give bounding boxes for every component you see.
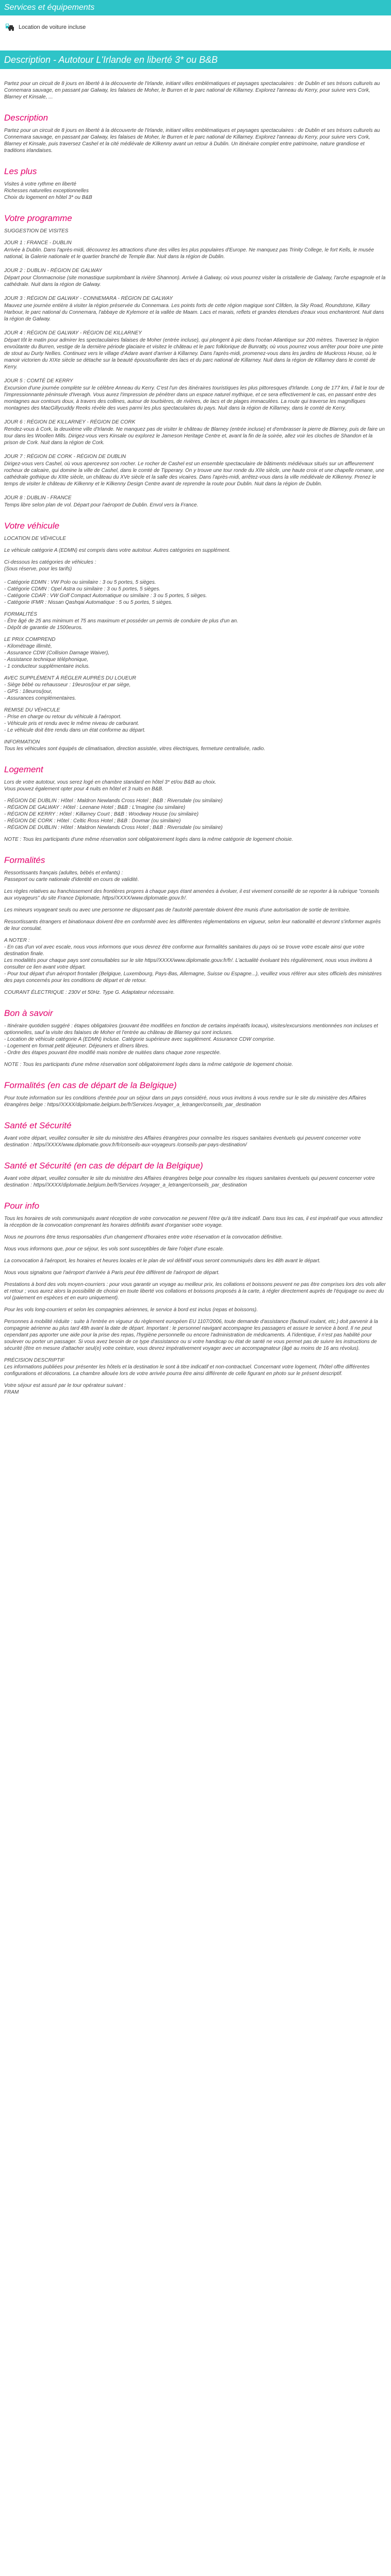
day-block [4,378,387,412]
day-block [4,295,387,323]
formalites-item: - Être âgé de 25 ans minimum et 75 ans maximum et posséder un permis de conduire de plus d'un an. [4,618,238,624]
day-title: JOUR 2 : DUBLIN - RÉGION DE GALWAY [4,268,102,274]
description-title: Description [4,113,48,123]
formalites-note-item: Les modalités pour chaque pays sont consultables sur le site https//XXXX/www.diplomatie.gouv.fr/fr/. L'actualité évoluant très régulièrement, nous vous invitons à consulter ce lien avant votre départ. [4,958,372,970]
description-bar: Description - Autotour L'Irlande en liberté 3* ou B&B [0,50,391,69]
formalites-item: - Dépôt de garantie de 1500euros. [4,625,83,631]
pour-info-p: PRÉCISION DESCRIPTIF [4,1358,65,1363]
pour-info-title: Pour info [4,1201,40,1211]
pour-info-p: Les informations publiées pour présenter les hôtels et la destination le sont à titre indicatif et non-contractuel. Concernant votre logement, l'hôtel offre différentes configurations et décorations. La chambre allouée lors de votre arrivée pourra être ainsi différente de celle figurant en photo sur le présent descriptif. [4,1364,370,1377]
pour-info-p: Personnes à mobilité réduite : suite à l'entrée en vigueur du règlement européen EU 1107/2006, toute demande d'assistance (fauteuil roulant, etc.) doit parvenir à la compagnie aérienne au plus tard 48h avant la date de départ. Important : le personnel navigant accompagne les passagers et assure le service à bord. Il ne peut cependant pas apporter une aide pour la prise des repas, l'hygiène personnelle ou encore l'administration de médicaments. À l'identique, il n'est pas habilité pour soulever ou porter un passager. Si vous avez besoin de ce type d'assistance ou si votre handicap ou état de santé ne vous permet pas de suivre les instructions de sécurité (être en mesure d'attacher seul(e) votre ceinture, vous devrez impérativement voyager avec un accompagnateur (âgé au moins de 16 ans révolus). [4,1319,378,1351]
formalites-p2: Les règles relatives au franchissement des frontières propres à chaque pays étant amenées à évoluer, il est vivement conseillé de se reporter à la rubrique "conseils aux voyageurs" du site France Diplomatie, https//XXXX/www.diplomatie.gouv.fr/. [4,889,380,901]
regler-item: - GPS : 18euros/jour, [4,689,53,694]
formalites-p1b: Passeport ou carte nationale d'identité en cours de validité. [4,877,139,883]
vehicule-p1: Le véhicule catégorie A (EDMN) est compris dans votre autotour. Autres catégories en supplément. [4,548,231,553]
logement-item: - RÉGION DE KERRY : Hôtel : Killarney Court ; B&B : Woodway House (ou similaire) [4,811,199,817]
categories-note: (Sous réserve, pour les tarifs) [4,566,72,572]
day-text: Rendez-vous à Cork, la deuxième ville d'Irlande. Ne manquez pas de visiter le château de Blarney (entrée incluse) et d'embrasser la pierre de Blarney, puis de faire un tour dans les Woollen Mills. Dirigez-vous vers Kinsale ou explorez le Jameson Heritage Centre et, avant la fin de la soirée, allez voir les cloches de Shandon et la prison de Cork. Nuit dans la région de Cork. [4,427,385,446]
bon-savoir-list [4,1023,387,1056]
logement-p1: Lors de votre autotour, vous serez logé en chambre standard en hôtel 3* et/ou B&B au choix. [4,779,217,785]
formalites-note-item: - En cas d'un vol avec escale, nous vous informons que vous devrez être conforme aux formalités sanitaires du pays où se trouve votre escale ainsi que votre destination finale. [4,944,365,957]
pour-info-p: Tous les horaires de vols communiqués avant réception de votre convocation ne peuvent l'être qu'à titre indicatif. Dans tous les cas, il est impératif que vous attendiez la réception de la convocation comprenant les horaires définitifs avant d'organiser votre voyage. [4,1216,383,1228]
logement-p2: Vous pouvez également opter pour 4 nuits en hôtel et 3 nuits en B&B. [4,786,164,792]
day-text: Départ pour Clonmacnoise (site monastique surplombant la rivière Shannon). Arrivée à Galway, où vous pourrez visiter la cristallerie de Galway, l'arche espagnole et la cathédrale. Nuit dans la région de Galway. [4,275,386,287]
sante-be-title: Santé et Sécurité (en cas de départ de la Belgique) [4,1161,203,1171]
vehicule-title: Votre véhicule [4,521,60,531]
day-title: JOUR 4 : RÉGION DE GALWAY - RÉGION DE KILLARNEY [4,330,142,336]
formalites-heading: FORMALITÉS [4,612,37,617]
pour-info-p: Pour les vols long-courriers et selon les compagnies aériennes, le service à bord est inclus (repas et boissons). [4,1307,258,1313]
category-item: - Catégorie IFMR : Nissan Qashqai Automatique : 5 ou 5 portes, 5 sièges. [4,600,173,605]
prix-item: - Kilométrage illimité, [4,643,52,649]
category-item: - Catégorie CDMN : Opel Astra ou similaire : 3 ou 5 portes, 5 sièges. [4,586,161,592]
logement-title: Logement [4,765,43,774]
day-title: JOUR 3 : RÉGION DE GALWAY - CONNEMARA - RÉGION DE GALWAY [4,296,173,301]
day-text: Arrivée à Dublin. Dans l'après-midi, découvrez les attractions d'une des villes les plus populaires d'Europe. Ne manquez pas Trinity College, le fort Kells, le musée national, la Galerie nationale et le quartier branché de Temple Bar. Nuit dans la région de Dublin. [4,247,374,260]
remise-heading: REMISE DU VÉHICULE [4,707,60,713]
logement-item: - RÉGION DE DUBLIN : Hôtel : Maldron Newlands Cross Hotel ; B&B : Riversdale (ou similaire) [4,798,223,804]
formalites-be-text: Pour toute information sur les conditions d'entrée pour un séjour dans un pays considéré, nous vous invitons à vous rendre sur le site du ministère des Affaires étrangères belge : https//XXXX/diplomatie.belgium.be/fr/Services /voyager_a_letranger/conseils_par_destination [4,1095,366,1108]
services-bar: Services et équipements [0,0,391,15]
logement-list [4,798,387,831]
categories-intro: Ci-dessous les catégories de véhicules : [4,560,96,565]
formalites-p5 [4,937,387,984]
vehicule-regler [4,675,387,702]
formalites-p1 [4,870,387,883]
plus-list [4,181,387,201]
vehicule-formalites [4,611,387,631]
sante-text: Avant votre départ, veuillez consulter le site du ministère des Affaires étrangères pour connaître les risques sanitaires éventuels qui peuvent concerner votre destination : https//XXXX/www.diplomatie.gouv.fr/fr/conseils-aux-voyageurs /conseils-par-pays-destination/ [4,1136,361,1148]
regler-heading: AVEC SUPPLÉMENT À RÉGLER AUPRÈS DU LOUEUR [4,675,136,681]
logement-note: NOTE : Tous les participants d'une même réservation sont obligatoirement logés dans la même catégorie de logement choisie. [4,837,294,842]
day-block [4,267,387,288]
vehicule-heading: LOCATION DE VÉHICULE [4,536,66,541]
vehicule-categories [4,559,387,606]
pour-info-p: Nous ne pourrons être tenus responsables d'un changement d'horaires entre votre réservation et la convocation définitive. [4,1234,283,1240]
pour-info-p: Nous vous informons que, pour ce séjour, les vols sont susceptibles de faire l'objet d'une escale. [4,1246,224,1252]
formalites-note-item: - Pour tout départ d'un aéroport frontalier (Belgique, Luxembourg, Pays-Bas, Allemagne, Suisse ou Espagne...), veuillez vous référer aux sites officiels des ministères des pays concernés pour les conditions de départ et de retour. [4,971,382,984]
prix-item: - 1 conducteur supplémentaire inclus. [4,664,90,669]
description-text: Partez pour un circuit de 8 jours en liberté à la découverte de l'Irlande, initiant villes emblématiques et paysages spectaculaires : de Dublin et ses trésors culturels au Connemara sauvage, en passant par Galway, les falaises de Moher, le Burren et le parc national de Killarney. Explorez l'anneau du Kerry, pour suivre vers Cork, Blarney et Kinsale, puis traversez Cashel et la cité médiévale de Kilkenny avant un retour à Dublin. Un itinéraire complet entre patrimoine, nature grandiose et traditions irlandaises. [4,128,380,154]
day-block [4,240,387,260]
pour-info-p: La convocation à l'aéroport, les horaires et heures locales et le plan de vol définitif vous seront communiqués dans les 48h avant le départ. [4,1258,321,1264]
formalites-p4: Ressortissants étrangers et binationaux doivent être en conformité avec les différentes réglementations en vigueur, selon leur nationalité et devront s'informer auprès de leur consulat. [4,919,381,931]
prix-item: - Assurance CDW (Collision Damage Waiver), [4,650,109,656]
courant-electrique: COURANT ÉLECTRIQUE : 230V et 50Hz. Type G. Adaptateur nécessaire. [4,990,175,995]
info-text: Tous les véhicules sont équipés de climatisation, direction assistée, vitres électriques, fermeture centralisée, radio. [4,746,265,752]
pour-info-p: Prestations à bord des vols moyen-courriers : pour vous garantir un voyage au meilleur prix, les collations et boissons peuvent ne pas être comprises lors des vols aller et retour ; vous aurez alors la possibilité de choisir en toute liberté vos collations et boissons proposés à la carte, à régler directement auprès de l'équipage ou avec du vol (paiement en espèces et en euro uniquement). [4,1282,386,1301]
regler-item: - Assurances complémentaires. [4,696,76,701]
sante-be-text: Avant votre départ, veuillez consulter le site du ministère des Affaires étrangères belge pour connaître les risques sanitaires éventuels qui peuvent concerner votre destination : https//XXXX/diplomatie.belgium.be/fr/Services /voyager_a_letranger/conseils_par_destination [4,1176,375,1188]
bon-savoir-note: NOTE : Tous les participants d'une même réservation sont obligatoirement logés dans la même catégorie de logement choisie. [4,1062,294,1067]
content [0,80,391,1416]
sante-title: Santé et Sécurité [4,1121,72,1130]
day-title: JOUR 5 : COMTÉ DE KERRY [4,378,73,384]
logement-item: - RÉGION DE GALWAY : Hôtel : Leenane Hotel ; B&B : L'Imagine (ou similaire) [4,805,186,810]
formalites-be-title: Formalités (en cas de départ de la Belgique) [4,1080,177,1090]
day-block [4,419,387,446]
day-text: Excursion d'une journée complète sur le célèbre Anneau du Kerry. C'est l'un des itinéraires touristiques les plus pittoresques d'Irlande. Long de 177 km, il fait le tour de l'impressionnante péninsule d'Iveragh. Vous aurez l'impression de pénétrer dans un espace naturel mythique, et ce sera effectivement le cas, en passant entre des montagnes aux contours doux, à travers des collines, autour de tourbières, de rivières, de lacs et de plages immaculées. La route qui traverse les magnifiques montagnes des MacGillycuddy Reeks révèle des vues parmi les plus spectaculaires du pays. Nuit dans la région de Killarney, dans le comté de Kerry. [4,385,385,411]
day-block [4,453,387,487]
formalites-note-heading: A NOTER : [4,938,30,943]
day-text: Dirigez-vous vers Cashel, où vous apercevrez son rocher. Le rocher de Cashel est un ensemble spectaculaire de bâtiments médiévaux situés sur un affleurement rocheux de calcaire, qui domine la ville de Cashel, dans le comté de Tipperary. On y trouve une tour ronde du XIIe siècle, une haute croix et une chapelle romane, une cathédrale gothique du XIIIe siècle, un château du XVe siècle et la salle des vicaires. Dans l'après-midi, arrêtez-vous dans la ville médiévale de Kilkenny. Prenez le temps de visiter le château de Kilkenny et le Kilkenny Design Centre avant de reprendre la route pour Dublin. Nuit dans la région de Dublin. [4,461,384,487]
day-text: Départ tôt le matin pour admirer les spectaculaires falaises de Moher (entrée incluse), qui plongent à pic dans l'océan Atlantique sur 200 mètres. Traversez la région envoûtante du Burren, vestige de la dernière période glaciaire et visitez le château et le parc folklorique de Bunratty, où vous pourrez vous arrêter pour boire une pinte de stout au Durty Nellies. Continuez vers le village d'Adare avant d'arriver à Killarney. Dans l'après-midi, promenez-vous dans les jardins de Muckross House, où le manoir victorien du XIXe siècle se détache sur la beauté époustouflante des lacs et du parc national de Killarney. Nuit dans la région de Killarney dans le comté de Kerry. [4,337,383,370]
regler-item: - Siège bébé ou rehausseur : 19euros/jour et par siège, [4,682,131,688]
formalites-p1a: Ressortissants français (adultes, bébés et enfants) : [4,870,123,876]
category-item: - Catégorie CDAR : VW Golf Compact Automatique ou similaire : 3 ou 5 portes, 5 sièges. [4,593,207,599]
prix-heading: LE PRIX COMPREND [4,637,56,642]
logement-item: - RÉGION DE DUBLIN : Hôtel : Maldron Newlands Cross Hotel ; B&B : Riversdale (ou similaire) [4,825,223,831]
bon-savoir-item: - Logement en format petit déjeuner. Déjeuners et dîners libres. [4,1043,149,1049]
programme-title: Votre programme [4,213,72,223]
plus-item: Visites à votre rythme en liberté [4,181,76,187]
day-text: Mauvez une journée entière à visiter la région préservée du Connemara. Les points forts de cette région magique sont Clifden, la Sky Road, Roundstone, Killary Harbour, le parc national du Connemara, l'abbaye de Kylemore et la vallée de Maam. Lacs et marais, reflets et grandes étendues d'eaux vous enchanteront. Nuit dans la région de Galway. [4,303,384,322]
pour-info-p: Votre séjour est assuré par le tour opérateur suivant : [4,1383,126,1388]
logement-item: - RÉGION DE CORK : Hôtel : Celtic Ross Hotel ; B&B : Dovmar (ou similaire) [4,818,181,824]
programme-subtitle: SUGGESTION DE VISITES [4,228,69,234]
car-icon [5,23,14,32]
remise-item: - Véhicule pris et rendu avec le même niveau de carburant. [4,721,139,726]
bon-savoir-title: Bon à savoir [4,1008,53,1018]
logement-intro [4,779,387,792]
service-car-rental [0,15,391,35]
bon-savoir-item: - Itinéraire quotidien suggéré : étapes obligatoires (pouvant être modifiées en fonction de certains impératifs locaux), visites/excursions mentionnées non incluses et optionnelles, sauf la visite des falaises de Moher et l'entrée au château de Blarney qui sont incluses. [4,1023,378,1036]
bon-savoir-item: - Ordre des étapes pouvant être modifié mais nombre de nuitées dans chaque zone respectée. [4,1050,221,1056]
remise-item: - Le véhicule doit être rendu dans un état conforme au départ. [4,727,146,733]
intro-text: Partez pour un circuit de 8 jours en liberté à la découverte de l'Irlande, initiant villes emblématiques et paysages spectaculaires : de Dublin et ses trésors culturels au Connemara sauvage, en passant par Galway, les falaises de Moher, le Burren et le parc national de Killarney. Explorez l'anneau du Kerry, pour suivre vers Cork, Blarney et Kinsale, ... [4,81,380,100]
tour-operator: FRAM [4,1389,19,1395]
car-rental-label: Location de voiture incluse [19,24,86,30]
day-title: JOUR 8 : DUBLIN - FRANCE [4,495,72,501]
day-title: JOUR 6 : RÉGION DE KILLARNEY - RÉGION DE CORK [4,419,136,425]
day-text: Temps libre selon plan de vol. Départ pour l'aéroport de Dublin. Envol vers la France. [4,502,199,508]
formalites-p3: Les mineurs voyageant seuls ou avec une personne ne disposant pas de l'autorité parentale doivent être munis d'une autorisation de sortie de territoire. [4,907,351,913]
category-item: - Catégorie EDMN : VW Polo ou similaire : 3 ou 5 portes, 5 sièges. [4,580,156,585]
plus-item: Richesses naturelles exceptionnelles [4,188,89,194]
vehicule-remise [4,707,387,734]
prix-item: - Assistance technique téléphonique, [4,657,89,663]
day-title: JOUR 7 : RÉGION DE CORK - RÉGION DE DUBLIN [4,454,126,460]
plus-title: Les plus [4,166,37,176]
info-heading: INFORMATION [4,739,40,745]
vehicule-prix [4,636,387,670]
bon-savoir-item: - Location de véhicule catégorie A (EDMN) incluse. Catégorie supérieure avec supplément. Assurance CDW comprise. [4,1037,275,1042]
day-block [4,495,387,509]
formalites-title: Formalités [4,855,45,865]
remise-item: - Prise en charge ou retour du véhicule à l'aéroport. [4,714,122,720]
vehicule-info [4,739,387,752]
pour-info-p: Nous vous signalons que l'aéroport d'arrivée à Paris peut être différent de l'aéroport de départ. [4,1270,220,1276]
plus-item: Choix du logement en hôtel 3* ou B&B [4,195,92,200]
day-block [4,330,387,370]
day-title: JOUR 1 : FRANCE - DUBLIN [4,240,72,246]
